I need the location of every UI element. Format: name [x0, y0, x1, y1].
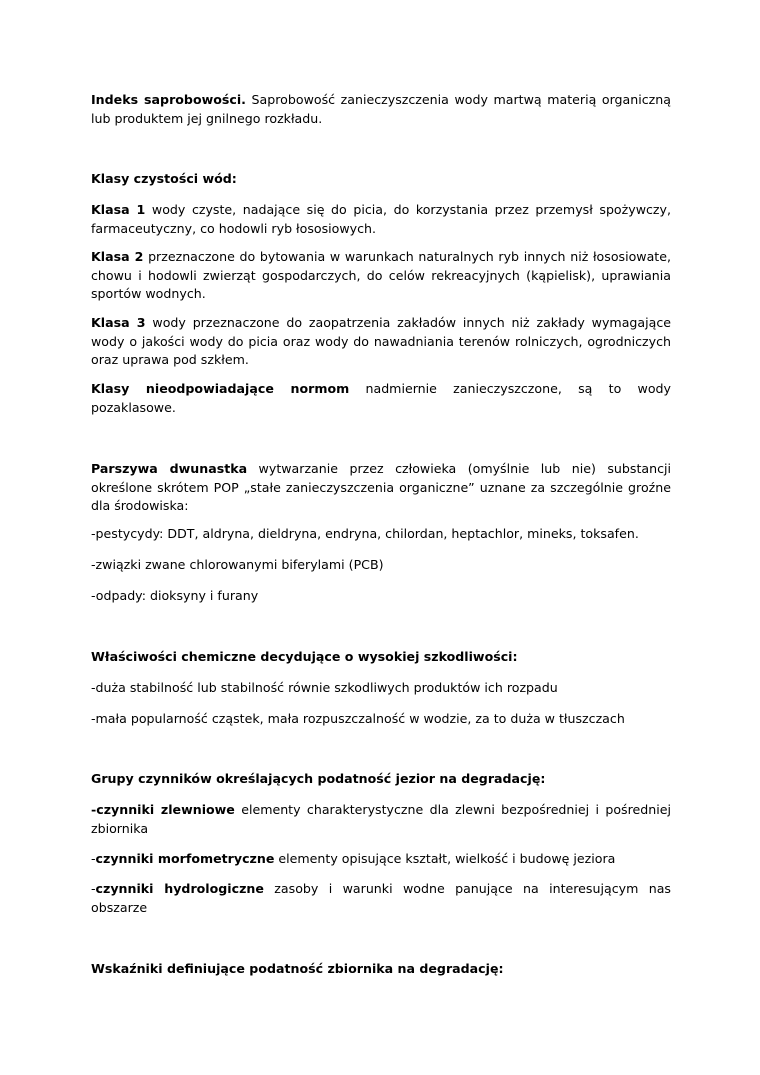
- class-text: przeznaczone do bytowania w warunkach naturalnych ryb innych niż łososiowate, chowu i hodowli zwierząt gospodarczych, do celów rekreacyjnych (kąpielisk), uprawiania sportów wodnych.: [91, 249, 671, 302]
- class-text: wody czyste, nadające się do picia, do korzystania przez przemysł spożywczy, farmaceutyczny, co hodowli ryb łososiowych.: [91, 202, 671, 236]
- factor-catchment-paragraph: [91, 801, 671, 838]
- factor-hydrological-paragraph: -czynniki hydrologiczne zasoby i warunki wodne panujące na interesującym nas obszarze: [91, 881, 671, 915]
- class-label: Klasa 3: [91, 315, 146, 330]
- class-text: wody przeznaczone do zaopatrzenia zakładów innych niż zakłady wymagające wody o jakości wody do picia oraz wody do nawadniania terenów rolniczych, ogrodniczych oraz uprawa pod szkłem.: [91, 315, 672, 368]
- class-2-paragraph: [91, 248, 671, 304]
- factor-text: elementy charakterystyczne dla zlewni bezpośredniej i pośredniej zbiornika: [91, 802, 671, 836]
- factor-morphometric-paragraph: -czynniki morfometryczne elementy opisujące kształt, wielkość i budowę jeziora: [91, 851, 616, 866]
- list-item: -duża stabilność lub stabilność równie szkodliwych produktów ich rozpadu: [91, 680, 558, 695]
- dirty-dozen-text: wytwarzanie przez człowieka (omyślnie lub nie) substancji określone skrótem POP „stałe zanieczyszczenia organiczne” uznane za szczególnie groźne dla środowiska:: [91, 461, 671, 514]
- class-label: Klasy nieodpowiadające normom: [91, 381, 350, 396]
- class-label: Klasa 2: [91, 249, 144, 264]
- dirty-dozen-paragraph: [91, 460, 671, 516]
- class-nonstandard-paragraph: [91, 380, 671, 417]
- factor-label: czynniki morfometryczne: [95, 851, 275, 866]
- class-text: nadmiernie zanieczyszczone, są to wody pozaklasowe.: [91, 381, 671, 415]
- class-1-paragraph: [91, 201, 671, 238]
- class-label: Klasa 1: [91, 202, 146, 217]
- saprobity-paragraph: [91, 91, 671, 128]
- indicators-heading: Wskaźniki definiujące podatność zbiornika na degradację:: [91, 961, 504, 976]
- saprobity-text: Saprobowość zanieczyszczenia wody martwą materią organiczną lub produktem jej gnilnego rozkładu.: [91, 92, 671, 126]
- water-classes-heading: Klasy czystości wód:: [91, 171, 237, 186]
- chemical-heading: Właściwości chemiczne decydujące o wysokiej szkodliwości:: [91, 649, 518, 664]
- saprobity-title: Indeks saprobowości.: [91, 92, 246, 107]
- factor-text: zasoby i warunki wodne panujące na interesującym nas obszarze: [91, 881, 671, 915]
- factors-heading: Grupy czynników określających podatność jezior na degradację:: [91, 771, 546, 786]
- factor-label: -czynniki zlewniowe: [91, 802, 235, 817]
- class-3-paragraph: [91, 314, 671, 370]
- factor-label: czynniki hydrologiczne: [95, 881, 264, 896]
- list-item: -pestycydy: DDT, aldryna, dieldryna, endryna, chilordan, heptachlor, mineks, toksafen.: [91, 526, 639, 541]
- list-item: -odpady: dioksyny i furany: [91, 588, 259, 603]
- dirty-dozen-title: Parszywa dwunastka: [91, 461, 248, 476]
- factor-text: elementy opisujące kształt, wielkość i budowę jeziora: [274, 851, 616, 866]
- list-item: -związki zwane chlorowanymi biferylami (PCB): [91, 557, 384, 572]
- list-item: -mała popularność cząstek, mała rozpuszczalność w wodzie, za to duża w tłuszczach: [91, 711, 625, 726]
